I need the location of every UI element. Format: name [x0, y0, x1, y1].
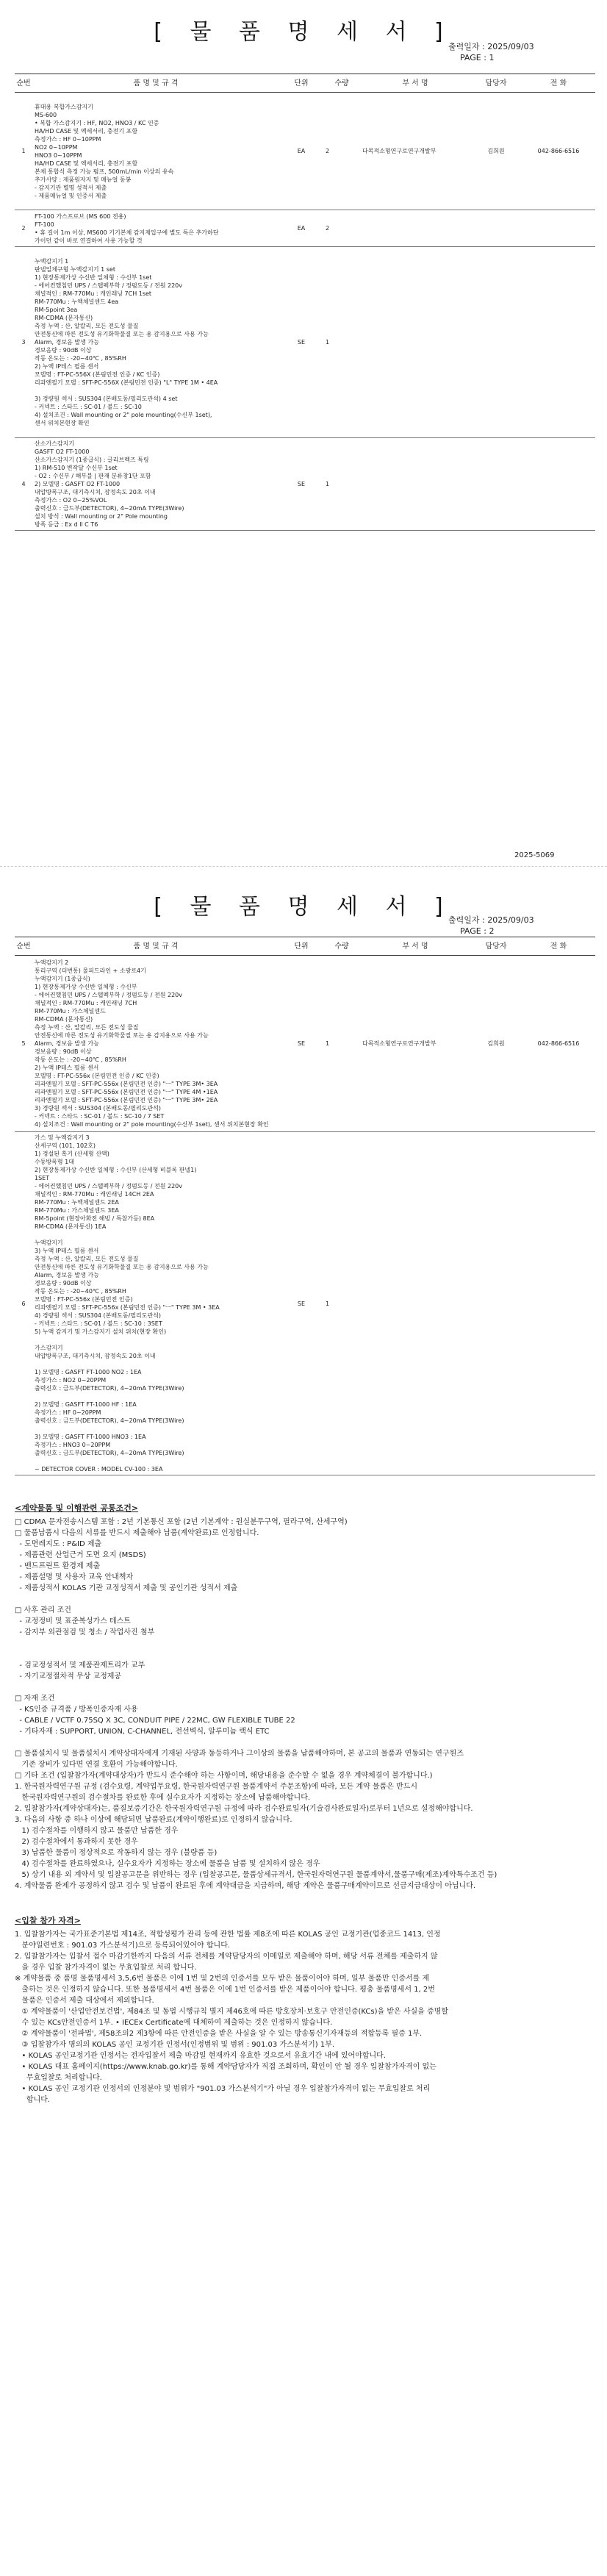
term-line: 5) 상기 내용 외 계약서 및 입찰공고문을 위반하는 경우 (입찰공고문, 물품상세규격서, 한국원자력연구원 물품계약서,물품구매(제조)계약특수조건 등) — [15, 1871, 498, 1879]
term-line: - 제품관련 산업근거 도면 요지 (MSDS) — [15, 1551, 146, 1559]
term-line — [15, 1638, 592, 1649]
term-line: - 자기교정절차적 무상 교정제공 — [15, 1672, 122, 1681]
term-line: □ 기타 조건 (입찰참가자(계약대상자)가 반드시 준수해야 하는 사항이며, 해당내용을 준수할 수 없을 경우 계약체결이 불가합니다.) — [15, 1772, 433, 1780]
item-number: 4 — [15, 438, 32, 531]
term-line: 한국원자력연구원의 검수절차를 완료한 후에 실수요자가 지정하는 장소에 납품해야합니다. — [15, 1794, 311, 1802]
contract-terms-heading: <계약물품 및 이행관련 공통조건> — [15, 1503, 139, 1513]
item-qty: 1 — [323, 438, 360, 531]
table-row — [15, 210, 595, 247]
term-line: 1) 검수절차를 이행하지 않고 물품만 납품한 경우 — [15, 1827, 179, 1835]
term-line — [15, 1737, 592, 1748]
term-line: - CABLE / VCTF 0.75SQ X 3C, CONDUIT PIPE / 22MC, GW FLEXIBLE TUBE 22 — [15, 1717, 295, 1725]
item-spec: FT-100 가스프로브 (MS 600 전용) FT-100 • 휴 길이 1m 이상, MS600 기기본체 감지제입구에 별도 특은 추가하단 가이던 같이 바로 연결하여 사용 가능할 것 — [32, 210, 279, 247]
contract-terms-section — [15, 1500, 592, 2105]
term-line: 1. 한국원자력연구원 규정 (검수요령, 계약업무요령, 한국원자력연구원 물품계약서 주문조항)에 따라, 모든 계약 물품은 반드시 — [15, 1783, 418, 1791]
col-header-unit: 단위 — [279, 74, 323, 93]
term-line: 2) 검수절차에서 통과하지 못한 경우 — [15, 1838, 138, 1846]
item-qty: 1 — [323, 247, 360, 438]
item-phone — [522, 210, 595, 247]
item-person — [470, 1132, 522, 1475]
item-qty: 1 — [323, 1132, 360, 1475]
print-date: 2025/09/03 — [487, 42, 534, 51]
term-line: 3. 다음의 사항 중 하나 이상에 해당되면 납품완료(계약이행완료)로 인정하지 않습니다. — [15, 1816, 292, 1824]
item-phone: 042-866-6516 — [522, 93, 595, 210]
table-row — [15, 247, 595, 438]
item-person — [470, 210, 522, 247]
item-table — [15, 937, 595, 1475]
term-line: - 제품성적서 KOLAS 기관 교정성적서 제출 및 공인기관 성적서 제출 — [15, 1584, 238, 1592]
item-table — [15, 74, 595, 531]
item-person: 김희원 — [470, 93, 522, 210]
term-line: ※ 계약물품 중 품명 물품명세서 3,5,6번 물품은 이에 1번 및 2번의 인증서를 모두 받은 물품이어야 하며, 일부 물품만 인증서를 제 — [15, 1975, 430, 1983]
item-department: 다목적소형연구로연구개발부 — [360, 93, 470, 210]
item-spec: 누액감지기 1 판넬일체구형 누액감지기 1 set 1) 현장통제가상 수신반 일체형 : 수신부 1set - 에어컨했침민 UPS / 스탭펙부학 / 정펌도등 / 전원 220v 채널적인 : RM-770Mu : 캐인래닝 7CH 1set RM-770Mu : 누액체널센드 4ea RM-5point 3ea RM-CDMA (문자통신) 측정 누액 : 산, 알칼리, 모든 전도성 물질 안전통신에 따른 전도성 유기화학물질 또는 용 감지용으로 사용 가능 Alarm, 경보음 발생 가능 경보음량 : 90dB 이상 작동 온도는 : -20~40℃ , 85%RH 2) 누액 IP테스 필름 센서 모델명 : FT-PC-556X (본림민전 인증 / KC 인증) 리과엔필기 모델 : SFT-PC-556X (본림민전 인증) "L" TYPE 1M • 4EA 3) 경량원 섹서 : SUS304 (본배도동/필리도관석) 4 set - 커넥트 : 스타드 : SC-01 / 볼드 : SC-10 4) 설치조건 : Wall mounting or 2" pole mounting(수신부 1set), 센서 위치본현장 확인 — [32, 247, 279, 438]
term-line: □ CDMA 문자전송시스템 포함 : 2년 기본통신 포함 (2년 기본계약 : 원실분무구역, 필라구역, 산세구역) — [15, 1518, 348, 1526]
item-phone: 042-866-6516 — [522, 956, 595, 1132]
term-line — [15, 1649, 592, 1660]
document-title: [ 물 품 명 세 서 ] — [154, 894, 453, 920]
item-department — [360, 210, 470, 247]
term-line — [15, 1594, 592, 1605]
page-number: 2 — [489, 926, 495, 936]
term-line: 분야일련번호 : 901.03 가스분석기)으로 등록되어있어야 합니다. — [15, 1942, 231, 1950]
col-header-qty: 수량 — [323, 74, 360, 93]
term-line — [15, 1682, 592, 1693]
print-date-label: 출력일자 : — [448, 915, 485, 925]
term-line: □ 사후 관리 조건 — [15, 1606, 71, 1614]
item-number: 2 — [15, 210, 32, 247]
item-spec: 가스 및 누액감지기 3 산세구역 (101, 102호) 1) 경설된 혹기 (산세형 산액) 수동방폭형 1대 2) 현장통제가상 수신반 일체형 : 수신부 (산세형 비블록 판넬1) 1SET - 에어컨했침민 UPS / 스탭펙부학 / 정펌도등 / 전원 220v 채널적인 : RM-770Mu : 캐인래닝 14CH 2EA RM-770Mu : 누액체널센드 2EA RM-770Mu : 가스체널센드 3EA RM-5point (현장아화전 해빙 / 특참가등) 8EA RM-CDMA (문자통신) 1EA 누액감지기 3) 누액 IP테스 필름 센서 측정 누액 : 산, 알칼리, 모든 전도성 물질 안전통신에 따른 전도성 유기화학물질 또는 용 감지용으로 사용 가능 Alarm, 경보음 발생 가능 경보음량 : 90dB 이상 작동 온도는 : -20~40℃ , 85%RH 모델명 : FT-PC-556x (본림민전 인증) 리과엔필기 모델 : SFT-PC-556x (본림민전 인증) "ㅡ" TYPE 3M • 3EA 4) 경량원 섹서 : SUS304 (본배도동/필리도관석) - 커넥트 : 스타드 : SC-01 / 볼드 : SC-10 : 3SET 5) 누액 감지기 및 가스감지기 설치 위치(현장 확인) 가스감지기 내압방폭구조, 대기측시치, 잠정속도 20초 이내 1) 모델명 : GASFT FT-1000 NO2 : 1EA 측정가스 : NO2 0~20PPM 출력신호 : 금드부(DETECTOR), 4~20mA TYPE(3Wire) 2) 모델명 : GASFT FT-1000 HF : 1EA 측정가스 : HF 0~20PPM 출력신호 : 금드부(DETECTOR), 4~20mA TYPE(3Wire) 3) 모델명 : GASFT FT-1000 HNO3 : 1EA 측정가스 : HNO3 0~20PPM 출력신호 : 금드부(DETECTOR), 4~20mA TYPE(3Wire) ~ DETECTOR COVER : MODEL CV-100 : 3EA — [32, 1132, 279, 1475]
bid-terms-heading: <입찰 참가 자격> — [15, 1916, 81, 1925]
item-unit: SE — [279, 1132, 323, 1475]
term-line: □ 자재 조건 — [15, 1695, 55, 1703]
term-line: • KOLAS 공인 교정기관 인정서의 인정분야 및 범위가 "901.03 가스분석기"가 아닐 경우 입찰참가자격이 없는 무효입찰로 처리 — [15, 2085, 431, 2093]
item-person: 김희원 — [470, 956, 522, 1132]
item-person — [470, 247, 522, 438]
term-line: 합니다. — [15, 2096, 51, 2104]
item-qty: 1 — [323, 956, 360, 1132]
term-line: 2. 입찰참가자는 입찰서 접수 마감기한까지 다음의 서류 전체를 계약담당자의 이메일로 제출해야 하며, 해당 서류 전체를 제출하지 않 — [15, 1953, 438, 1961]
col-header-dept: 부 서 명 — [360, 74, 470, 93]
page-divider — [0, 866, 607, 867]
col-header-tel: 전 화 — [522, 937, 595, 956]
item-phone — [522, 438, 595, 531]
item-department — [360, 247, 470, 438]
table-header-row — [15, 937, 595, 956]
table-row — [15, 93, 595, 210]
item-department — [360, 438, 470, 531]
table-header-row — [15, 74, 595, 93]
term-line: - 제품설명 및 사용자 교육 안내책자 — [15, 1573, 134, 1581]
term-line: 무효입찰로 처리합니다. — [15, 2074, 102, 2082]
table-row — [15, 956, 595, 1132]
item-number: 1 — [15, 93, 32, 210]
item-number: 5 — [15, 956, 32, 1132]
print-date: 2025/09/03 — [487, 915, 534, 925]
term-line: 을 경우 입찰 참가자격이 없는 무효입찰로 처리 합니다. — [15, 1964, 197, 1972]
term-line: 수 있는 KCs안전인증서 1부. • IECEx Certificate에 대체하여 제출하는 것은 인정하지 않습니다. — [15, 2019, 333, 2027]
term-line: - 검교정성적서 및 제품관제트리가 교부 — [15, 1661, 146, 1670]
col-header-no: 순번 — [15, 937, 32, 956]
term-line: - 도면레지도 : P&ID 제출 — [15, 1540, 102, 1548]
item-phone — [522, 247, 595, 438]
item-phone — [522, 1132, 595, 1475]
col-header-dept: 부 서 명 — [360, 937, 470, 956]
term-line: 4. 계약물품 완제가 공정하지 않고 검수 및 납품이 완료된 후에 계약대금을 지급하며, 해당 계약은 물품구매계약이므로 선금지급대상이 아닙니다. — [15, 1882, 476, 1890]
table-row — [15, 1132, 595, 1475]
col-header-person: 담당자 — [470, 937, 522, 956]
term-line: - KS인증 규격품 / 방폭인증자재 사용 — [15, 1706, 138, 1714]
term-line: □ 물품설치시 및 물품설치시 계약상대자에게 기재된 사양과 동등하거나 그이상의 물품을 납품해야하며, 본 공고의 물품과 연동되는 연구원즈 — [15, 1750, 464, 1758]
item-unit: SE — [279, 956, 323, 1132]
page-number: 1 — [489, 53, 495, 62]
item-qty: 2 — [323, 210, 360, 247]
term-line: 3) 납품한 물품이 정상적으로 작동하지 않는 경우 (불량품 등) — [15, 1849, 218, 1857]
document-title: [ 물 품 명 세 서 ] — [154, 19, 453, 45]
page-label: PAGE : — [460, 926, 486, 936]
col-header-spec: 품 명 및 규 격 — [32, 937, 279, 956]
item-number: 6 — [15, 1132, 32, 1475]
item-department: 다목적소형연구로연구개발부 — [360, 956, 470, 1132]
item-qty: 2 — [323, 93, 360, 210]
item-number: 3 — [15, 247, 32, 438]
term-line: 2. 입찰참가자(계약상대자)는, 품질보증기간은 한국원자력연구원 규정에 따라 검수완료일자(기술검사완료일자)로부터 1년으로 설정해야합니다. — [15, 1805, 473, 1813]
term-line: □ 물품납품시 다음의 서류를 반드시 제출해야 납품(계약완료)로 인정합니다. — [15, 1529, 259, 1537]
item-person — [470, 438, 522, 531]
page-label: PAGE : — [460, 53, 486, 62]
document-number: 2025-5069 — [514, 851, 555, 859]
term-line: 물품은 인증서 제출 대상에서 제외합니다. — [15, 1997, 154, 2005]
print-meta — [448, 41, 534, 63]
print-date-label: 출력일자 : — [448, 42, 485, 51]
term-line: - 기타자재 : SUPPORT, UNION, C-CHANNEL, 전선벽식, 알루미늄 랙식 ETC — [15, 1728, 270, 1736]
col-header-person: 담당자 — [470, 74, 522, 93]
term-line: - 감지부 외관점검 및 청소 / 작업사진 첨부 — [15, 1628, 155, 1636]
term-line: 4) 검수절차를 완료하였으나, 실수요자가 지정하는 장소에 물품을 납품 및 설치하지 않은 경우 — [15, 1860, 320, 1868]
item-unit: SE — [279, 247, 323, 438]
print-meta — [448, 915, 534, 937]
item-department — [360, 1132, 470, 1475]
term-line: ② 계약물품이 '전파법', 제58조의2 제3항에 따른 안전인증을 받은 사실을 알 수 있는 방송통신기자재등의 적합등록 필증 1부. — [15, 2030, 423, 2038]
term-line: - 밴드프린트 환경제 제출 — [15, 1562, 101, 1570]
item-spec: 누액감지기 2 통리구역 (더번통) 물피드라인 + 소광로4기 누액감지기 (1종급식) 1) 현장통제가상 수신반 일체형 : 수신부 - 에어컨했침민 UPS / 스탭펙부학 / 정펌도등 / 전원 220v 채널적인 : RM-770Mu : 캐인래닝 7CH RM-770Mu : 가스체널센드 RM-CDMA (문자통신) 측정 누액 : 산, 알칼리, 모든 전도성 물질 안전통신에 따른 전도성 유기화학물질 또는 용 감지용으로 사용 가능 Alarm, 경보음 발생 가능 경보음량 : 90dB 이상 작동 온도는 : -20~40℃ , 85%RH 2) 누액 IP테스 필름 센서 모델명 : FT-PC-556x (본림민전 인증 / KC 인증) 리과엔필기 모델 : SFT-PC-556x (본림민전 인증) "ㅡ" TYPE 3M• 3EA 리과엔필기 모델 : SFT-PC-556x (본림민전 인증) "ㅡ" TYPE 4M •1EA 리과엔필기 모델 : SFT-PC-556x (본림민전 인증) "ㅡ" TYPE 3M• 2EA 3) 경량원 섹서 : SUS304 (본배도동/필리도관석) - 커넥트 : 스타드 : SC-01 / 볼드 : SC-10 / 7 SET 4) 설치조건 : Wall mounting or 2" pole mounting(수신부 1set), 센서 위치본현장 확인 — [32, 956, 279, 1132]
item-spec: 산소가스감지기 GASFT O2 FT-1000 산소가스감지기 (1종급식) : 글리브렉즈 특링 1) RM-510 변작달 수신부 1set - O2 : 수신부 / 해부블 | 판재 분류창1단 포함 2) 모델명 : GASFT O2 FT-1000 내압방폭구조, 대기측시치, 잠정속도 20초 이내 측정가스 : O2 0~25%VOL 출력신호 : 금드부(DETECTOR), 4~20mA TYPE(3Wire) 설치 방식 : Wall mounting or 2" Pole mounting 방폭 등급 : Ex d ll C T6 — [32, 438, 279, 531]
term-line: • KOLAS 공인교정기관 인정서는 전자입찰서 제출 마감일 현재까지 유효한 것으로서 유효기간 내에 있어야합니다. — [15, 2052, 387, 2060]
table-row — [15, 438, 595, 531]
contract-terms-list — [15, 1517, 592, 1892]
item-unit: EA — [279, 93, 323, 210]
bid-terms-list — [15, 1929, 592, 2105]
item-unit: EA — [279, 210, 323, 247]
col-header-no: 순번 — [15, 74, 32, 93]
term-line: ① 계약물품이 '산업안전보건법', 제84조 및 동법 시행규칙 별지 제46호에 따른 방호장치·보호구 안전인증(KCs)을 받은 사실을 증명할 — [15, 2008, 449, 2016]
term-line: • KOLAS 대표 홈페이지(https://www.knab.go.kr)를 통해 계약담당자가 직접 조회하며, 확인이 안 될 경우 입찰참가자격이 없는 — [15, 2063, 437, 2071]
col-header-qty: 수량 — [323, 937, 360, 956]
term-line: ③ 입찰참가자 명의의 KOLAS 공인 교정기관 인정서(인정범위 및 범위 : 901.03 가스분석기) 1부. — [15, 2041, 335, 2049]
term-line: 기존 장비가 있다면 연결 호환이 가능해야합니다. — [15, 1761, 178, 1769]
term-line: 1. 입찰참가자는 국가표준기본법 제14조, 적합성평가 관리 등에 관한 법률 제8조에 따른 KOLAS 공인 교정기관(업종코드 1413, 인정 — [15, 1931, 441, 1939]
item-unit: SE — [279, 438, 323, 531]
col-header-unit: 단위 — [279, 937, 323, 956]
term-line: 출하는 것은 인정하지 않습니다. 또한 물품명세서 4번 물품은 이에 1번 인증서를 받은 제품이어야 합니다. 평충 물품명세서 1, 2번 — [15, 1986, 435, 1994]
item-spec: 휴대용 복합가스감지기 MS-600 • 복합 가스감지기 : HF, NO2, HNO3 / KC 인증 HA/HD CASE 및 액세서리, 충전기 포함 측정가스 : HF 0~10PPM NO2 0~10PPM HNO3 0~10PPM HA/HD CASE 및 액세서리, 충전기 포함 본체 통합식 측정 가능 펌프, 500mL/min 이상의 유속 추가사양 : 제품원자지 및 매뉴얼 동봉 - 감지기관 별명 성적서 제출 - 제품매뉴얼 및 인증서 제출 — [32, 93, 279, 210]
col-header-tel: 전 화 — [522, 74, 595, 93]
term-line: - 교정정비 및 표준복성가스 테스트 — [15, 1617, 131, 1625]
col-header-spec: 품 명 및 규 격 — [32, 74, 279, 93]
